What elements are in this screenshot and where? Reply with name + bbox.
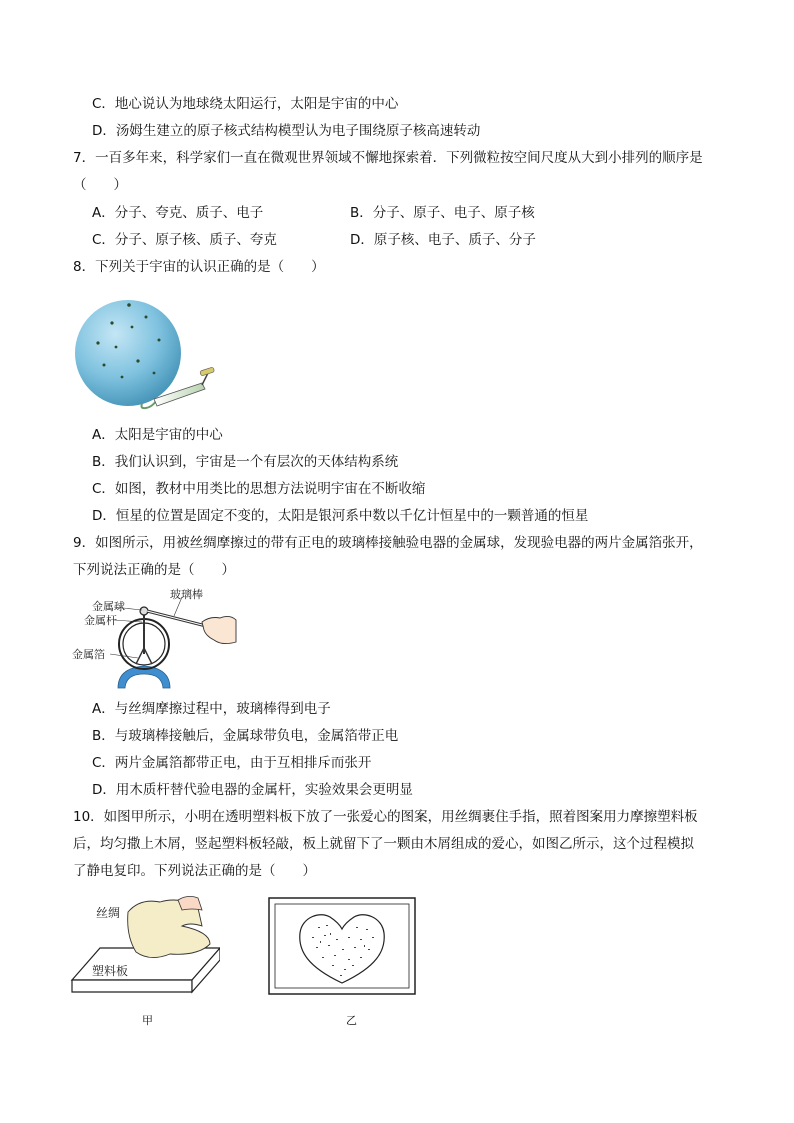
- q7-option-a: A．分子、夸克、质子、电子: [92, 205, 264, 221]
- caption-figure-a: 甲: [142, 1014, 153, 1027]
- label-glass-rod: 玻璃棒: [170, 588, 203, 601]
- q8-option-a: A．太阳是宇宙的中心: [92, 427, 223, 443]
- q7-option-d: D．原子核、电子、质子、分子: [350, 232, 536, 248]
- q6-option-d: D．汤姆生建立的原子核式结构模型认为电子围绕原子核高速转动: [92, 123, 481, 139]
- q7-paren: （ ）: [73, 177, 127, 193]
- plastic-board-front: [72, 980, 192, 992]
- figure-a-rubbing: [70, 892, 220, 996]
- q7-stem: 7．一百多年来，科学家们一直在微观世界领域不懈地探索着．下列微粒按空间尺度从大到小排列的顺序是: [73, 150, 703, 166]
- q9-stem-line1: 9．如图所示，用被丝绸摩擦过的带有正电的玻璃棒接触验电器的金属球，发现验电器的两片金属箔张开，: [73, 535, 703, 551]
- q9-option-b: B．与玻璃棒接触后，金属球带负电，金属箔带正电: [92, 728, 399, 744]
- label-silk: 丝绸: [96, 906, 121, 920]
- balloon-sphere: [75, 300, 181, 406]
- q7-option-b: B．分子、原子、电子、原子核: [350, 205, 535, 221]
- label-plastic-board: 塑料板: [92, 964, 129, 978]
- label-metal-stem: 金属杆: [84, 614, 117, 627]
- figure-b-heart: [268, 897, 418, 997]
- q9-option-c: C．两片金属箔都带正电，由于互相排斥而张开: [92, 755, 372, 771]
- metal-ball: [140, 607, 148, 615]
- q9-option-d: D．用木质杆替代验电器的金属杆，实验效果会更明显: [92, 782, 413, 798]
- q8-option-b: B．我们认识到，宇宙是一个有层次的天体结构系统: [92, 454, 399, 470]
- q8-stem: 8．下列关于宇宙的认识正确的是（ ）: [73, 259, 325, 275]
- q10-stem-line1: 10．如图甲所示，小明在透明塑料板下放了一张爱心的图案，用丝绸裹住手指，照着图案用力摩擦塑料板: [73, 809, 698, 825]
- q9-stem-line2: 下列说法正确的是（ ）: [73, 562, 235, 578]
- caption-figure-b: 乙: [346, 1014, 357, 1027]
- label-metal-ball: 金属球: [92, 600, 125, 613]
- q8-option-d: D．恒星的位置是固定不变的，太阳是银河系中数以千亿计恒星中的一颗普通的恒星: [92, 508, 589, 524]
- label-metal-foil: 金属箔: [72, 648, 105, 661]
- q7-option-c: C．分子、原子核、质子、夸克: [92, 232, 277, 248]
- hand-icon: [178, 896, 202, 910]
- electroscope-figure: [70, 586, 240, 694]
- plastic-board-frame: [269, 898, 415, 994]
- hand-icon: [202, 616, 236, 643]
- q9-option-a: A．与丝绸摩擦过程中，玻璃棒得到电子: [92, 701, 331, 717]
- q10-stem-line3: 了静电复印。下列说法正确的是（ ）: [73, 863, 316, 879]
- q6-option-c: C．地心说认为地球绕太阳运行，太阳是宇宙的中心: [92, 96, 399, 112]
- balloon-figure: [74, 285, 224, 420]
- q10-stem-line2: 后，均匀撒上木屑，竖起塑料板轻敲，板上就留下了一颗由木屑组成的爱心，如图乙所示，这个过程模拟: [73, 836, 694, 852]
- q8-option-c: C．如图，教材中用类比的思想方法说明宇宙在不断收缩: [92, 481, 426, 497]
- glass-rod-highlight: [147, 611, 210, 627]
